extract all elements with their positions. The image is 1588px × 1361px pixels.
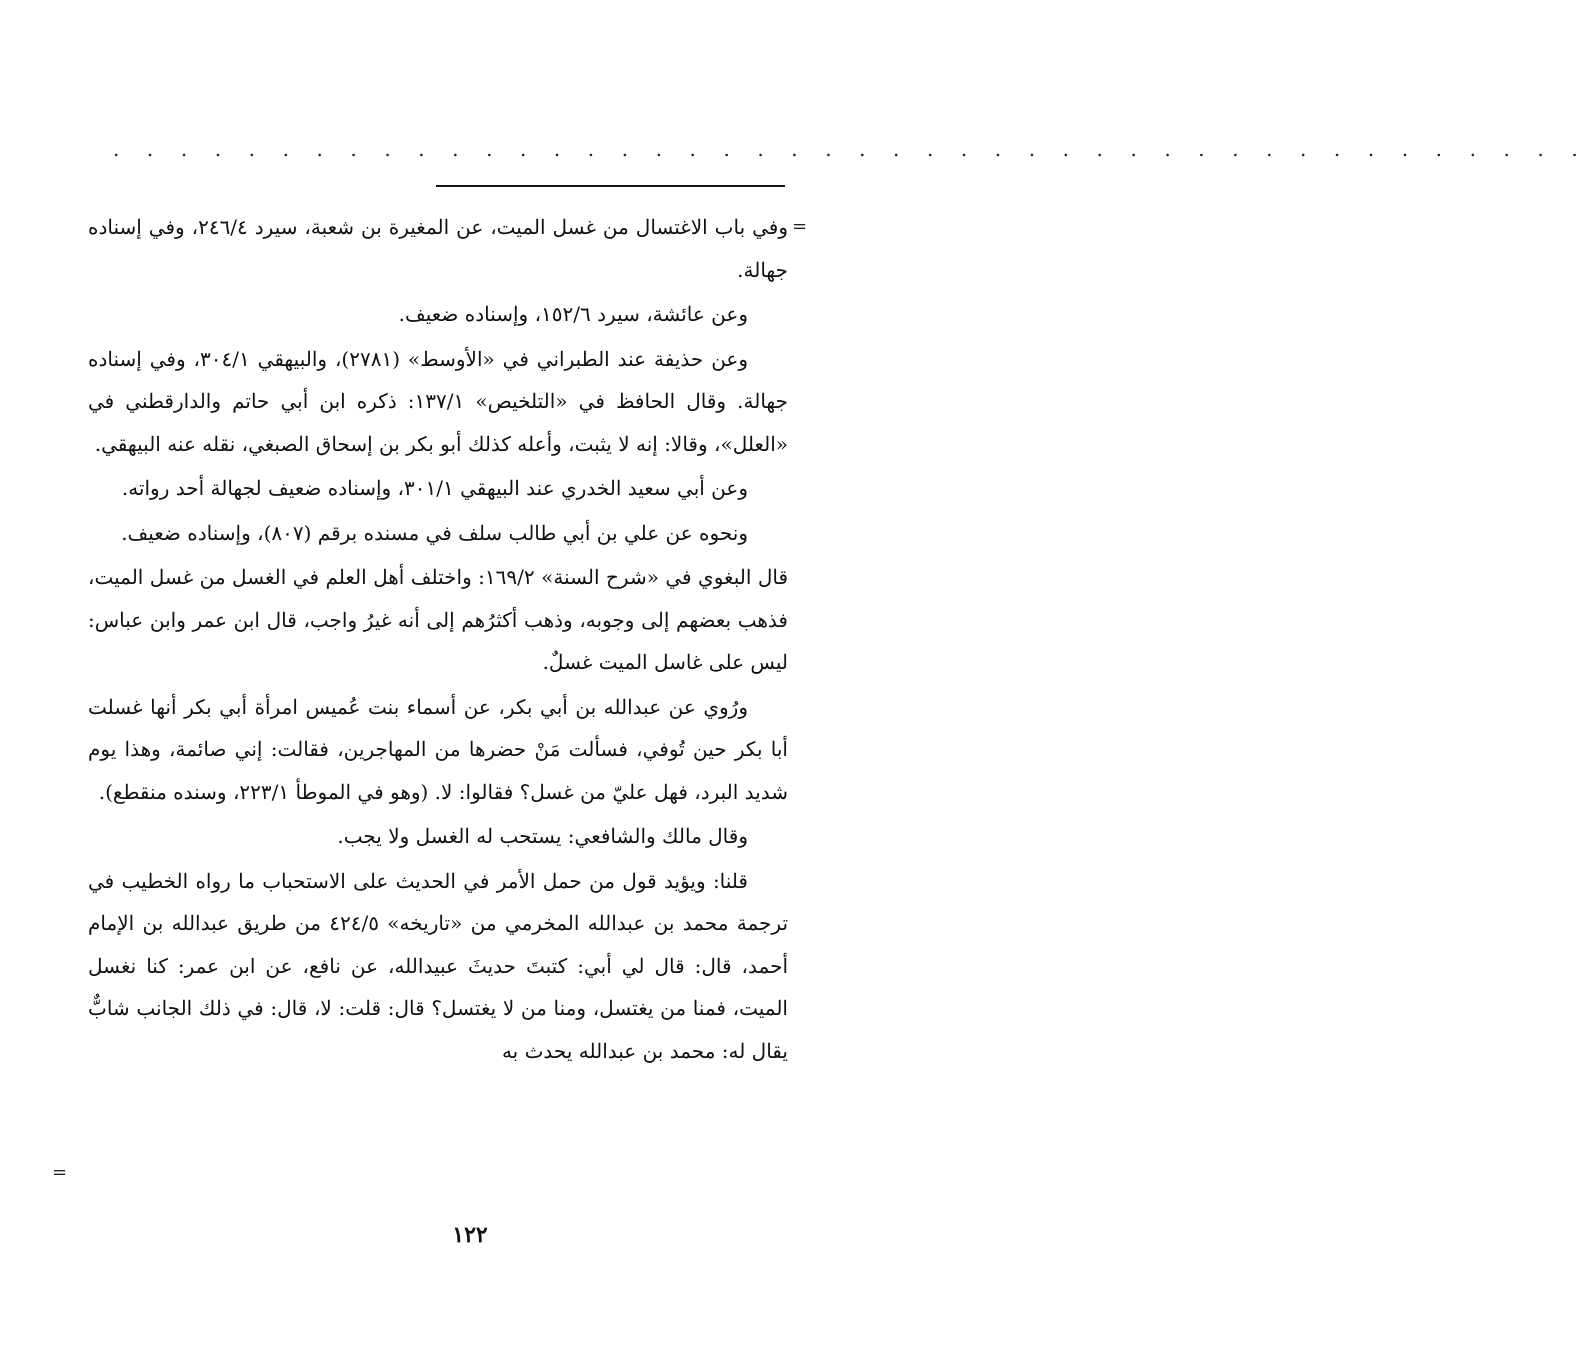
continuation-mark-start: = — [792, 216, 808, 237]
dotted-separator: . . . . . . . . . . . . . . . . . . . . . . . . . . . . . . . . . . . . . . . . . . . . — [113, 137, 1588, 161]
paragraph-4: وعن أبي سعيد الخدري عند البيهقي ٣٠١/١، وإسناده ضعيف لجهالة أحد رواته. — [121, 476, 748, 500]
paragraph-5: ونحوه عن علي بن أبي طالب سلف في مسنده برقم (٨٠٧)، وإسناده ضعيف. — [121, 520, 748, 545]
paragraph-1: وفي باب الاغتسال من غسل الميت، عن المغيرة بن شعبة، سيرد ٢٤٦/٤، وفي إسناده جهالة. — [88, 215, 788, 282]
page-number: ١٢٢ — [452, 1222, 488, 1248]
paragraph-2: وعن عائشة، سيرد ١٥٢/٦، وإسناده ضعيف. — [398, 302, 748, 326]
paragraph-7: ورُوي عن عبدالله بن أبي بكر، عن أسماء بنت عُميس امرأة أبي بكر أنها غسلت أبا بكر حين تُوفي، فسألت مَنْ حضرها من المهاجرين، فقالت: إني صائمة، وهذا يوم شديد البرد، فهل عليّ من غسل؟ فقالوا: لا. (وهو في الموطأ ٢٢٣/١، وسنده منقطع). — [88, 694, 788, 804]
paragraph-6: قال البغوي في «شرح السنة» ١٦٩/٢: واختلف أهل العلم في الغسل من غسل الميت، فذهب بعضهم إلى وجوبه، وذهب أكثرُهم إلى أنه غيرُ واجب، قال ابن عمر وابن عباس: ليس على غاسل الميت غسلٌ. — [88, 565, 788, 674]
footnote-rule — [436, 185, 785, 187]
paragraph-8: وقال مالك والشافعي: يستحب له الغسل ولا يجب. — [337, 824, 748, 848]
paragraph-9: قلنا: ويؤيد قول من حمل الأمر في الحديث على الاستحباب ما رواه الخطيب في ترجمة محمد بن عبدالله المخرمي من «تاريخه» ٤٢٤/٥ من طريق عبدالله بن الإمام أحمد، قال: قال لي أبي: كتبتَ حديثَ عبيدالله، عن نافع، عن ابن عمر: كنا نغسل الميت، فمنا من يغتسل، ومنا من لا يغتسل؟ قال: قلت: لا، قال: في ذلك الجانب شابٌّ يقال له: محمد بن عبدالله يحدث به — [88, 868, 789, 1063]
paragraph-3: وعن حذيفة عند الطبراني في «الأوسط» (٢٧٨١)، والبيهقي ٣٠٤/١، وفي إسناده جهالة. وقال الحافظ في «التلخيص» ١٣٧/١: ذكره ابن أبي حاتم والدارقطني في «العلل»، وقالا: إنه لا يثبت، وأعله كذلك أبو بكر بن إسحاق الصبغي، نقله عنه البيهقي. — [88, 346, 788, 456]
footnote-text — [88, 206, 788, 1072]
continuation-mark-end: = — [52, 1162, 68, 1183]
